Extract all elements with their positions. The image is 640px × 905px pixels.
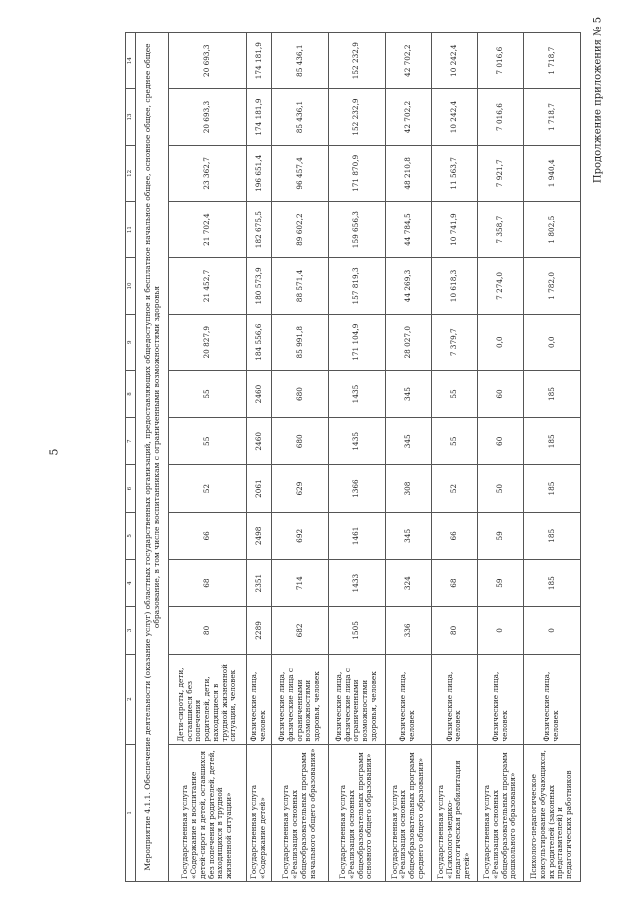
column-number: 14 xyxy=(126,33,136,89)
table-row xyxy=(247,33,272,882)
table-row xyxy=(477,33,523,882)
value-cell: 21 452,7 xyxy=(169,258,247,314)
value-cell: 174 181,9 xyxy=(247,89,272,145)
value-cell: 680 xyxy=(271,418,328,465)
service-name-cell: Психолого-педагогическое консультирование обучающихся, их родителей (законных представителей) и педагогических работников xyxy=(524,744,581,881)
value-cell: 42 702,2 xyxy=(385,89,431,145)
value-cell: 55 xyxy=(169,370,247,417)
service-name-cell: Государственная услуга «Реализация основных общеобразовательных программ среднего общего образования» xyxy=(385,744,431,881)
value-cell: 52 xyxy=(169,465,247,512)
value-cell: 174 181,9 xyxy=(247,33,272,89)
value-cell: 80 xyxy=(169,607,247,654)
value-cell: 2498 xyxy=(247,512,272,559)
value-cell: 7 016,6 xyxy=(477,89,523,145)
value-cell: 692 xyxy=(271,512,328,559)
column-number-row xyxy=(126,33,136,882)
column-number: 13 xyxy=(126,89,136,145)
page-number: 5 xyxy=(47,448,61,456)
value-cell: 185 xyxy=(524,418,581,465)
column-number: 12 xyxy=(126,145,136,201)
value-cell: 185 xyxy=(524,512,581,559)
column-number: 10 xyxy=(126,258,136,314)
column-number: 3 xyxy=(126,607,136,654)
value-cell: 182 675,5 xyxy=(247,201,272,257)
value-cell: 1435 xyxy=(328,370,385,417)
value-cell: 10 618,3 xyxy=(431,258,477,314)
value-cell: 682 xyxy=(271,607,328,654)
appendix-label: Продолжение приложения № 5 xyxy=(592,16,604,184)
value-cell: 55 xyxy=(431,370,477,417)
value-cell: 171 870,9 xyxy=(328,145,385,201)
value-cell: 20 827,9 xyxy=(169,314,247,370)
value-cell: 7 921,7 xyxy=(477,145,523,201)
recipient-category-cell: Физические лица, физические лица с ограниченными возможностями здоровья, человек xyxy=(328,654,385,744)
value-cell: 88 571,4 xyxy=(271,258,328,314)
value-cell: 44 269,3 xyxy=(385,258,431,314)
value-cell: 7 379,7 xyxy=(431,314,477,370)
value-cell: 185 xyxy=(524,560,581,607)
column-number: 9 xyxy=(126,314,136,370)
value-cell: 185 xyxy=(524,370,581,417)
value-cell: 1366 xyxy=(328,465,385,512)
value-cell: 42 702,2 xyxy=(385,33,431,89)
value-cell: 48 210,8 xyxy=(385,145,431,201)
value-cell: 68 xyxy=(169,560,247,607)
value-cell: 185 xyxy=(524,465,581,512)
service-name-cell: Государственная услуга «Содержание детей» xyxy=(247,744,272,881)
value-cell: 345 xyxy=(385,418,431,465)
value-cell: 2351 xyxy=(247,560,272,607)
value-cell: 7 274,0 xyxy=(477,258,523,314)
column-number: 5 xyxy=(126,512,136,559)
service-name-cell: Государственная услуга «Реализация основных общеобразовательных программ основного общего образования» xyxy=(328,744,385,881)
value-cell: 23 362,7 xyxy=(169,145,247,201)
value-cell: 184 556,6 xyxy=(247,314,272,370)
rotated-table-container xyxy=(125,32,581,882)
value-cell: 157 819,3 xyxy=(328,258,385,314)
value-cell: 85 436,1 xyxy=(271,33,328,89)
column-number: 1 xyxy=(126,744,136,881)
value-cell: 96 457,4 xyxy=(271,145,328,201)
value-cell: 21 702,4 xyxy=(169,201,247,257)
value-cell: 152 232,9 xyxy=(328,89,385,145)
value-cell: 1433 xyxy=(328,560,385,607)
column-number: 6 xyxy=(126,465,136,512)
value-cell: 336 xyxy=(385,607,431,654)
value-cell: 680 xyxy=(271,370,328,417)
table-row xyxy=(271,33,328,882)
table-row xyxy=(524,33,581,882)
value-cell: 10 741,9 xyxy=(431,201,477,257)
table-row xyxy=(328,33,385,882)
recipient-category-cell: Физические лица, человек xyxy=(431,654,477,744)
value-cell: 20 693,3 xyxy=(169,89,247,145)
value-cell: 180 573,9 xyxy=(247,258,272,314)
services-table xyxy=(125,32,581,882)
value-cell: 7 358,7 xyxy=(477,201,523,257)
service-name-cell: Государственная услуга «Психолого-медико-педагогическая реабилитация детей» xyxy=(431,744,477,881)
service-name-cell: Государственная услуга «Реализация основных общеобразовательных программ начального общего образования» xyxy=(271,744,328,881)
value-cell: 196 651,4 xyxy=(247,145,272,201)
value-cell: 1 782,0 xyxy=(524,258,581,314)
value-cell: 85 991,8 xyxy=(271,314,328,370)
value-cell: 10 242,4 xyxy=(431,33,477,89)
value-cell: 11 563,7 xyxy=(431,145,477,201)
value-cell: 0,0 xyxy=(524,314,581,370)
value-cell: 629 xyxy=(271,465,328,512)
column-number: 7 xyxy=(126,418,136,465)
value-cell: 59 xyxy=(477,512,523,559)
value-cell: 1 718,7 xyxy=(524,33,581,89)
value-cell: 1435 xyxy=(328,418,385,465)
value-cell: 66 xyxy=(169,512,247,559)
value-cell: 345 xyxy=(385,512,431,559)
recipient-category-cell: Физические лица, человек xyxy=(477,654,523,744)
value-cell: 60 xyxy=(477,418,523,465)
recipient-category-cell: Физические лица, человек xyxy=(247,654,272,744)
value-cell: 7 016,6 xyxy=(477,33,523,89)
value-cell: 0 xyxy=(524,607,581,654)
value-cell: 55 xyxy=(431,418,477,465)
value-cell: 10 242,4 xyxy=(431,89,477,145)
value-cell: 2460 xyxy=(247,418,272,465)
value-cell: 20 693,3 xyxy=(169,33,247,89)
value-cell: 152 232,9 xyxy=(328,33,385,89)
value-cell: 2061 xyxy=(247,465,272,512)
value-cell: 89 602,2 xyxy=(271,201,328,257)
value-cell: 324 xyxy=(385,560,431,607)
value-cell: 714 xyxy=(271,560,328,607)
value-cell: 345 xyxy=(385,370,431,417)
value-cell: 44 784,5 xyxy=(385,201,431,257)
value-cell: 1505 xyxy=(328,607,385,654)
value-cell: 1 718,7 xyxy=(524,89,581,145)
section-title-row xyxy=(136,33,169,882)
value-cell: 0 xyxy=(477,607,523,654)
value-cell: 60 xyxy=(477,370,523,417)
value-cell: 52 xyxy=(431,465,477,512)
value-cell: 0,0 xyxy=(477,314,523,370)
column-number: 4 xyxy=(126,560,136,607)
value-cell: 1 802,5 xyxy=(524,201,581,257)
table-row xyxy=(431,33,477,882)
recipient-category-cell: Физические лица, физические лица с ограниченными возможностями здоровья, человек xyxy=(271,654,328,744)
table-row xyxy=(169,33,247,882)
value-cell: 1461 xyxy=(328,512,385,559)
table-row xyxy=(385,33,431,882)
value-cell: 59 xyxy=(477,560,523,607)
recipient-category-cell: Физические лица, человек xyxy=(524,654,581,744)
value-cell: 171 104,9 xyxy=(328,314,385,370)
value-cell: 2289 xyxy=(247,607,272,654)
value-cell: 159 656,3 xyxy=(328,201,385,257)
value-cell: 1 940,4 xyxy=(524,145,581,201)
recipient-category-cell: Дети-сироты, дети, оставшиеся без попечения родителей, дети, находящиеся в трудной жизненной ситуации, человек xyxy=(169,654,247,744)
column-number: 2 xyxy=(126,654,136,744)
value-cell: 66 xyxy=(431,512,477,559)
value-cell: 28 027,0 xyxy=(385,314,431,370)
service-name-cell: Государственная услуга «Содержание и воспитание детей-сирот и детей, оставшихся без попечения родителей, детей, находящихся в трудной жизненной ситуации» xyxy=(169,744,247,881)
column-number: 8 xyxy=(126,370,136,417)
value-cell: 308 xyxy=(385,465,431,512)
value-cell: 80 xyxy=(431,607,477,654)
section-title: Мероприятие 4.1.1. Обеспечение деятельности (оказание услуг) областных государственных организаций, предоставляющих общедоступное и бесплатное начальное общее, основное общее, среднее общее образование, в том числе воспитанникам с ограниченными возможностями здоровья xyxy=(136,33,169,882)
recipient-category-cell: Физические лица, человек xyxy=(385,654,431,744)
service-name-cell: Государственная услуга «Реализация основных общеобразовательных программ дошкольного образования» xyxy=(477,744,523,881)
value-cell: 2460 xyxy=(247,370,272,417)
value-cell: 55 xyxy=(169,418,247,465)
value-cell: 50 xyxy=(477,465,523,512)
value-cell: 85 436,1 xyxy=(271,89,328,145)
value-cell: 68 xyxy=(431,560,477,607)
column-number: 11 xyxy=(126,201,136,257)
